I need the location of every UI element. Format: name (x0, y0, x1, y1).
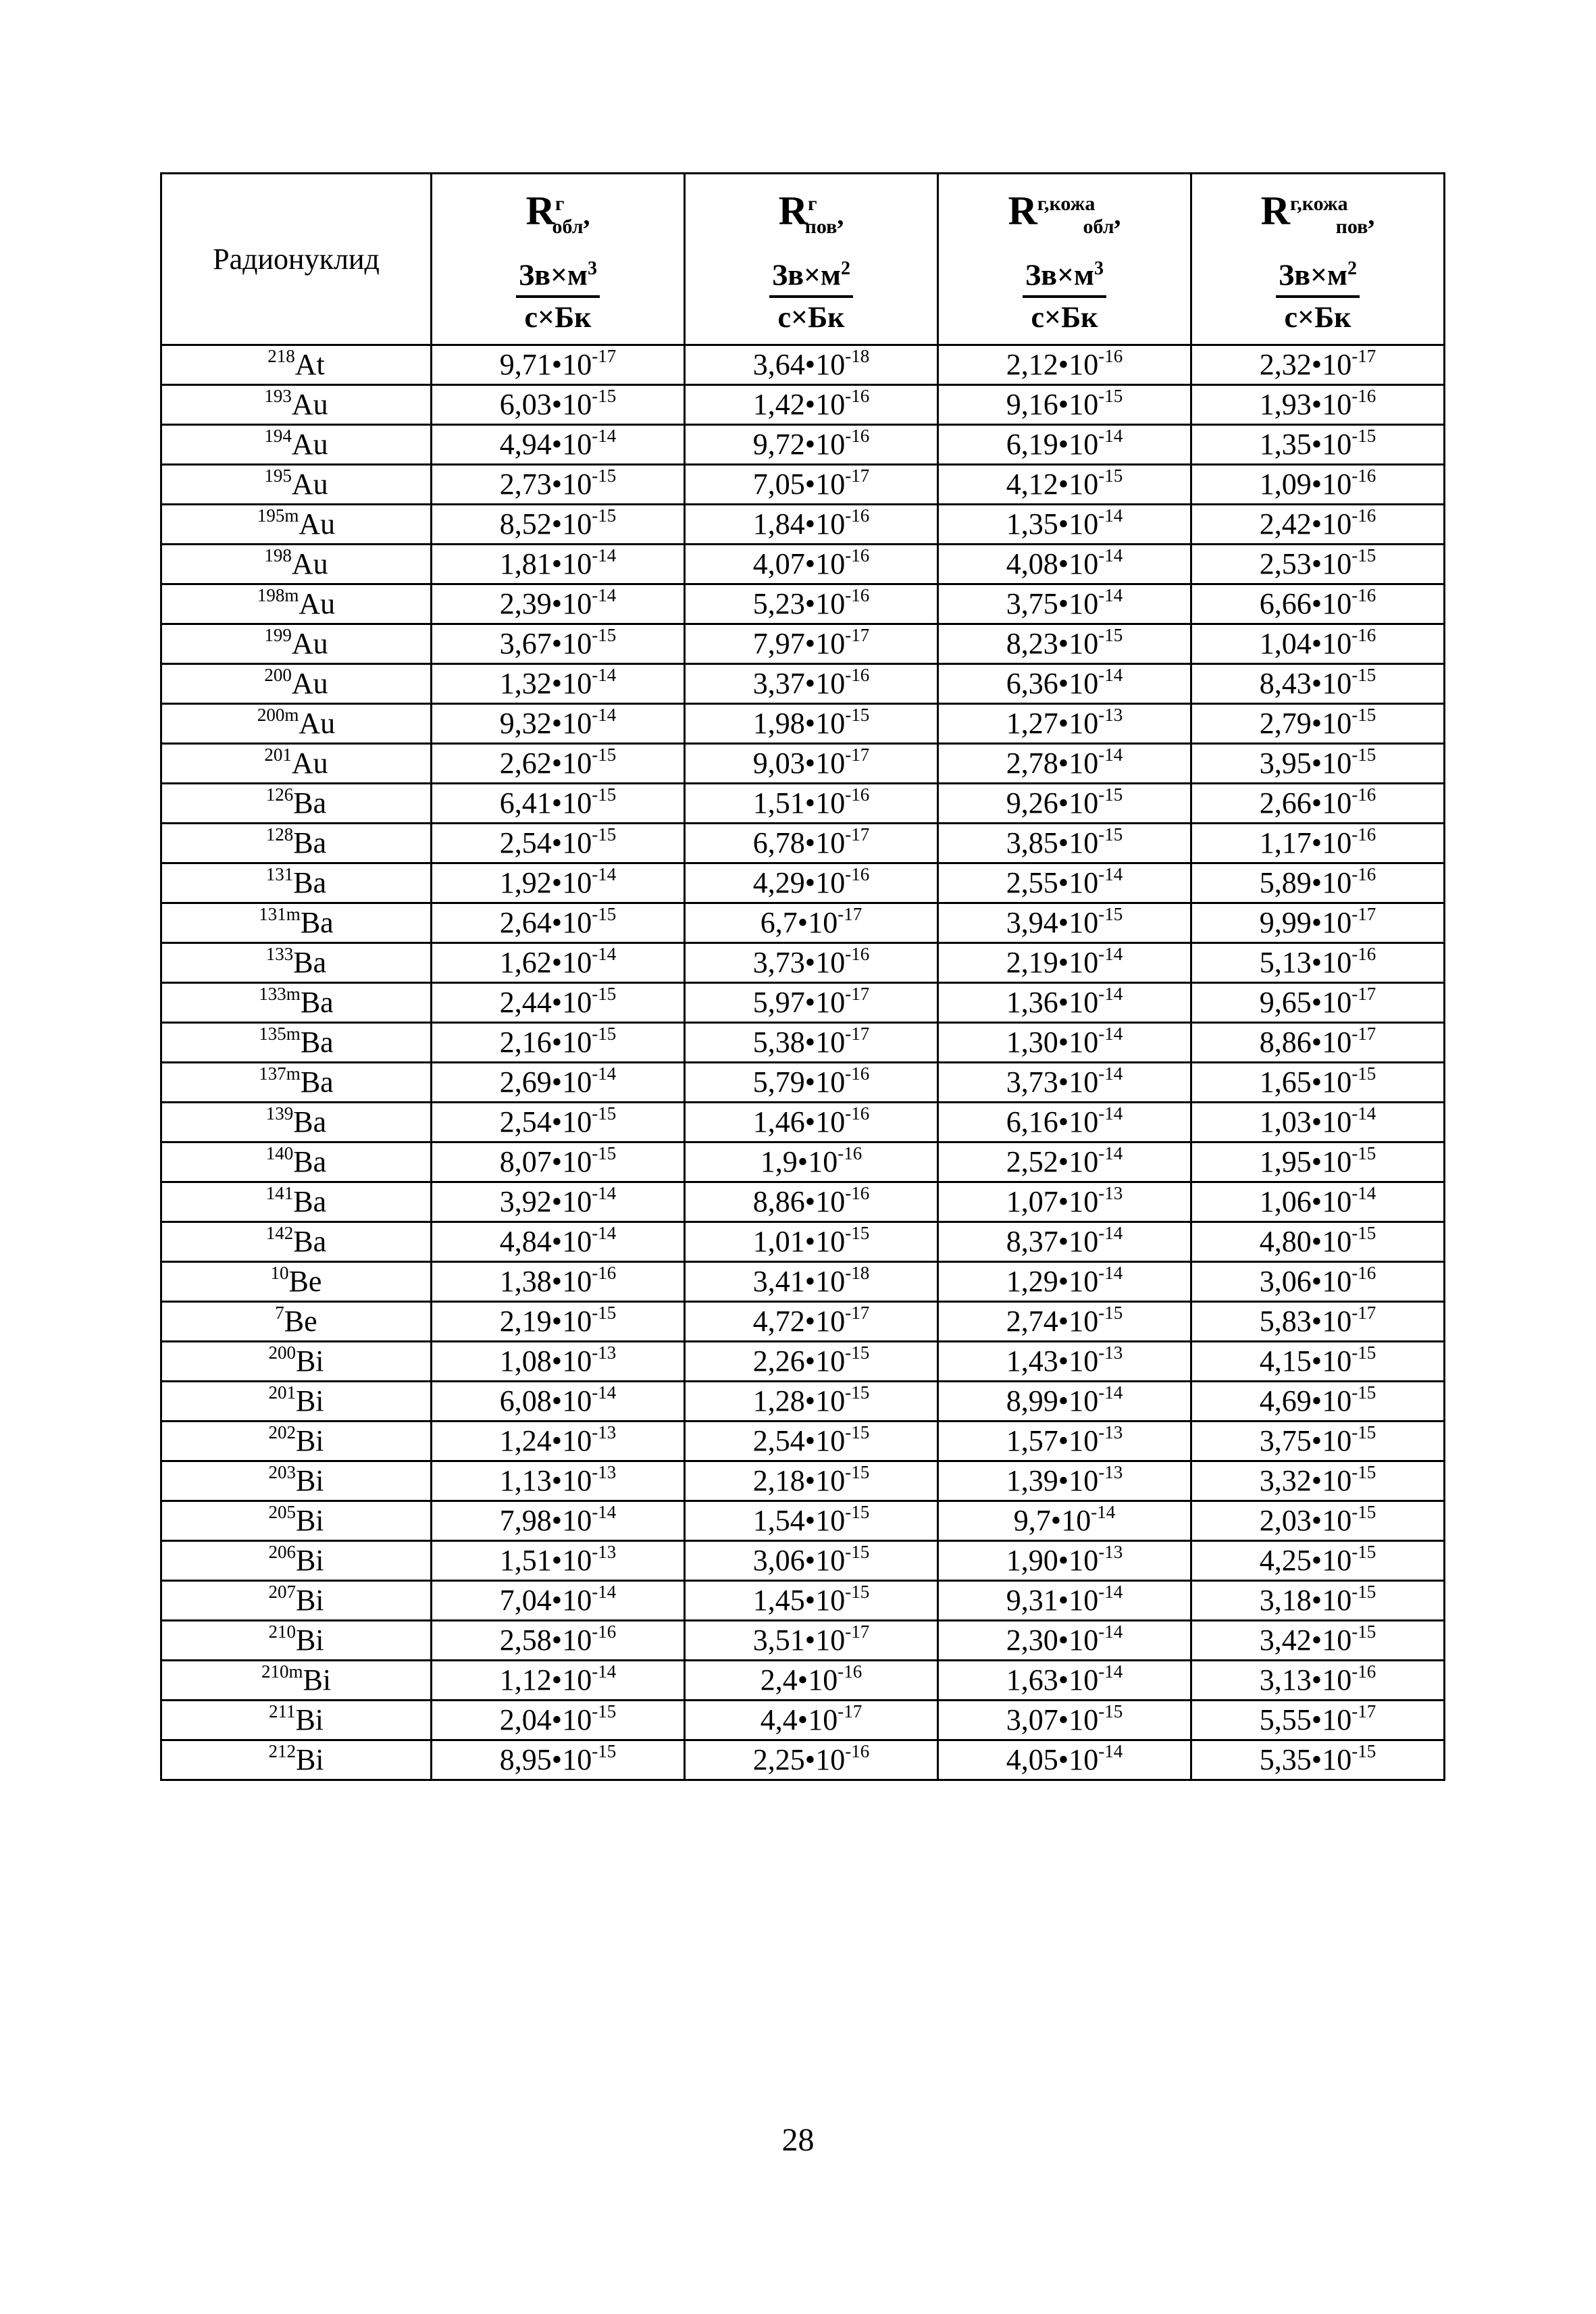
value-cell: $3,75•10^{-15}$ (1191, 1422, 1445, 1461)
nuclide-cell: $^{211}$Bi (161, 1701, 432, 1740)
value-cell: $2,04•10^{-15}$ (432, 1701, 685, 1740)
value-cell: $1,45•10^{-15}$ (685, 1581, 938, 1621)
value-cell: $3,85•10^{-15}$ (938, 824, 1191, 863)
table-row (161, 1342, 1445, 1382)
value-cell: $4,72•10^{-17}$ (685, 1302, 938, 1342)
value-cell: $3,13•10^{-16}$ (1191, 1661, 1445, 1701)
nuclide-cell: $^{140}$Ba (161, 1142, 432, 1182)
value-cell: $1,42•10^{-16}$ (685, 385, 938, 425)
nuclide-cell: $^{195}$Au (161, 465, 432, 505)
value-cell: $2,64•10^{-15}$ (432, 903, 685, 943)
value-cell: $2,4•10^{-16}$ (685, 1661, 938, 1701)
table-row (161, 824, 1445, 863)
value-cell: $9,99•10^{-17}$ (1191, 903, 1445, 943)
nuclide-cell: $^{199}$Au (161, 624, 432, 664)
value-cell: $4,94•10^{-14}$ (432, 425, 685, 465)
value-cell: $9,03•10^{-17}$ (685, 744, 938, 784)
nuclide-cell: $^{142}$Ba (161, 1222, 432, 1262)
value-cell: $9,31•10^{-14}$ (938, 1581, 1191, 1621)
value-cell: $5,83•10^{-17}$ (1191, 1302, 1445, 1342)
value-cell: $3,94•10^{-15}$ (938, 903, 1191, 943)
value-cell: $2,42•10^{-16}$ (1191, 505, 1445, 545)
table-row (161, 1103, 1445, 1142)
nuclide-cell: $^{128}$Ba (161, 824, 432, 863)
table-row (161, 505, 1445, 545)
table-row (161, 664, 1445, 704)
value-cell: $5,35•10^{-15}$ (1191, 1740, 1445, 1780)
table-header-row (161, 174, 1445, 345)
value-cell: $1,54•10^{-15}$ (685, 1501, 938, 1541)
nuclide-cell: $^{126}$Ba (161, 784, 432, 824)
nuclide-cell: $^{206}$Bi (161, 1541, 432, 1581)
nuclide-cell: $^{139}$Ba (161, 1103, 432, 1142)
table-row (161, 1701, 1445, 1740)
header-unit-fraction: $\frac{Зв\times м^2}{с\times Бк}$ (769, 258, 853, 335)
nuclide-cell: $^{193}$Au (161, 385, 432, 425)
radionuclide-coefficients-table (160, 172, 1445, 1781)
header-col-r-obl (432, 174, 685, 345)
table-row (161, 1142, 1445, 1182)
value-cell: $1,06•10^{-14}$ (1191, 1182, 1445, 1222)
table-row (161, 624, 1445, 664)
nuclide-cell: $^{205}$Bi (161, 1501, 432, 1541)
value-cell: $9,16•10^{-15}$ (938, 385, 1191, 425)
value-cell: $1,84•10^{-16}$ (685, 505, 938, 545)
table-row (161, 1063, 1445, 1103)
value-cell: $3,92•10^{-14}$ (432, 1182, 685, 1222)
value-cell: $6,03•10^{-15}$ (432, 385, 685, 425)
value-cell: $2,54•10^{-15}$ (432, 824, 685, 863)
value-cell: $8,95•10^{-15}$ (432, 1740, 685, 1780)
table-row (161, 584, 1445, 624)
header-unit-fraction: $\frac{Зв\times м^2}{с\times Бк}$ (1276, 258, 1360, 335)
value-cell: $1,9•10^{-16}$ (685, 1142, 938, 1182)
table-row (161, 345, 1445, 385)
header-unit-fraction: $\frac{Зв\times м^3}{с\times Бк}$ (1023, 258, 1106, 335)
value-cell: $2,44•10^{-15}$ (432, 983, 685, 1023)
value-cell: $1,98•10^{-15}$ (685, 704, 938, 744)
header-col-r-skin-obl (938, 174, 1191, 345)
value-cell: $6,19•10^{-14}$ (938, 425, 1191, 465)
table-row (161, 545, 1445, 584)
table-row (161, 1422, 1445, 1461)
value-cell: $1,36•10^{-14}$ (938, 983, 1191, 1023)
value-cell: $6,66•10^{-16}$ (1191, 584, 1445, 624)
table-row (161, 1023, 1445, 1063)
value-cell: $2,55•10^{-14}$ (938, 863, 1191, 903)
value-cell: $9,71•10^{-17}$ (432, 345, 685, 385)
table-row (161, 1222, 1445, 1262)
table-row (161, 1262, 1445, 1302)
value-cell: $1,95•10^{-15}$ (1191, 1142, 1445, 1182)
value-cell: $2,12•10^{-16}$ (938, 345, 1191, 385)
nuclide-cell: $^7$Be (161, 1302, 432, 1342)
value-cell: $8,86•10^{-16}$ (685, 1182, 938, 1222)
table-row (161, 863, 1445, 903)
nuclide-cell: $^{195m}$Au (161, 505, 432, 545)
value-cell: $2,32•10^{-17}$ (1191, 345, 1445, 385)
value-cell: $1,17•10^{-16}$ (1191, 824, 1445, 863)
value-cell: $2,54•10^{-15}$ (685, 1422, 938, 1461)
nuclide-cell: $^{194}$Au (161, 425, 432, 465)
value-cell: $8,07•10^{-15}$ (432, 1142, 685, 1182)
value-cell: $2,19•10^{-15}$ (432, 1302, 685, 1342)
value-cell: $2,25•10^{-16}$ (685, 1740, 938, 1780)
value-cell: $2,18•10^{-15}$ (685, 1461, 938, 1501)
value-cell: $1,51•10^{-16}$ (685, 784, 938, 824)
header-symbol: $R^{г,кожа}_{пов}$, (1260, 188, 1375, 238)
value-cell: $1,03•10^{-14}$ (1191, 1103, 1445, 1142)
value-cell: $1,62•10^{-14}$ (432, 943, 685, 983)
value-cell: $1,57•10^{-13}$ (938, 1422, 1191, 1461)
nuclide-cell: $^{203}$Bi (161, 1461, 432, 1501)
value-cell: $6,78•10^{-17}$ (685, 824, 938, 863)
table-row (161, 943, 1445, 983)
value-cell: $2,16•10^{-15}$ (432, 1023, 685, 1063)
value-cell: $1,81•10^{-14}$ (432, 545, 685, 584)
value-cell: $8,52•10^{-15}$ (432, 505, 685, 545)
nuclide-cell: $^{198m}$Au (161, 584, 432, 624)
value-cell: $3,75•10^{-14}$ (938, 584, 1191, 624)
value-cell: $6,41•10^{-15}$ (432, 784, 685, 824)
value-cell: $4,25•10^{-15}$ (1191, 1541, 1445, 1581)
value-cell: $1,28•10^{-15}$ (685, 1382, 938, 1422)
value-cell: $3,51•10^{-17}$ (685, 1621, 938, 1661)
value-cell: $1,35•10^{-14}$ (938, 505, 1191, 545)
value-cell: $2,30•10^{-14}$ (938, 1621, 1191, 1661)
value-cell: $1,32•10^{-14}$ (432, 664, 685, 704)
value-cell: $3,06•10^{-15}$ (685, 1541, 938, 1581)
nuclide-cell: $^{141}$Ba (161, 1182, 432, 1222)
header-col-r-skin-pov (1191, 174, 1445, 345)
nuclide-cell: $^{135m}$Ba (161, 1023, 432, 1063)
value-cell: $3,64•10^{-18}$ (685, 345, 938, 385)
value-cell: $1,65•10^{-15}$ (1191, 1063, 1445, 1103)
table-row (161, 704, 1445, 744)
value-cell: $1,27•10^{-13}$ (938, 704, 1191, 744)
nuclide-cell: $^{210}$Bi (161, 1621, 432, 1661)
table-row (161, 1501, 1445, 1541)
value-cell: $3,06•10^{-16}$ (1191, 1262, 1445, 1302)
value-cell: $9,26•10^{-15}$ (938, 784, 1191, 824)
value-cell: $2,58•10^{-16}$ (432, 1621, 685, 1661)
value-cell: $1,30•10^{-14}$ (938, 1023, 1191, 1063)
nuclide-cell: $^{198}$Au (161, 545, 432, 584)
value-cell: $1,29•10^{-14}$ (938, 1262, 1191, 1302)
value-cell: $7,05•10^{-17}$ (685, 465, 938, 505)
table-row (161, 744, 1445, 784)
value-cell: $6,16•10^{-14}$ (938, 1103, 1191, 1142)
value-cell: $4,12•10^{-15}$ (938, 465, 1191, 505)
value-cell: $4,29•10^{-16}$ (685, 863, 938, 903)
value-cell: $1,93•10^{-16}$ (1191, 385, 1445, 425)
table-row (161, 385, 1445, 425)
nuclide-cell: $^{201}$Au (161, 744, 432, 784)
value-cell: $3,95•10^{-15}$ (1191, 744, 1445, 784)
value-cell: $1,35•10^{-15}$ (1191, 425, 1445, 465)
value-cell: $3,73•10^{-14}$ (938, 1063, 1191, 1103)
nuclide-cell: $^{200}$Bi (161, 1342, 432, 1382)
value-cell: $8,23•10^{-15}$ (938, 624, 1191, 664)
table-row (161, 1461, 1445, 1501)
nuclide-cell: $^{131m}$Ba (161, 903, 432, 943)
value-cell: $2,73•10^{-15}$ (432, 465, 685, 505)
header-symbol: $R^г_{пов}$, (778, 188, 844, 238)
nuclide-cell: $^{133m}$Ba (161, 983, 432, 1023)
value-cell: $2,79•10^{-15}$ (1191, 704, 1445, 744)
header-col-r-pov (685, 174, 938, 345)
table-row (161, 1182, 1445, 1222)
nuclide-cell: $^{137m}$Ba (161, 1063, 432, 1103)
value-cell: $2,74•10^{-15}$ (938, 1302, 1191, 1342)
value-cell: $1,07•10^{-13}$ (938, 1182, 1191, 1222)
value-cell: $7,97•10^{-17}$ (685, 624, 938, 664)
value-cell: $4,69•10^{-15}$ (1191, 1382, 1445, 1422)
value-cell: $9,32•10^{-14}$ (432, 704, 685, 744)
value-cell: $3,73•10^{-16}$ (685, 943, 938, 983)
nuclide-cell: $^{10}$Be (161, 1262, 432, 1302)
value-cell: $2,62•10^{-15}$ (432, 744, 685, 784)
header-nuclide: Радионуклид (161, 174, 432, 345)
value-cell: $1,38•10^{-16}$ (432, 1262, 685, 1302)
value-cell: $5,89•10^{-16}$ (1191, 863, 1445, 903)
nuclide-cell: $^{210m}$Bi (161, 1661, 432, 1701)
value-cell: $5,13•10^{-16}$ (1191, 943, 1445, 983)
table-row (161, 425, 1445, 465)
value-cell: $6,36•10^{-14}$ (938, 664, 1191, 704)
value-cell: $9,65•10^{-17}$ (1191, 983, 1445, 1023)
value-cell: $1,24•10^{-13}$ (432, 1422, 685, 1461)
header-unit-fraction: $\frac{Зв\times м^3}{с\times Бк}$ (516, 258, 600, 335)
value-cell: $5,97•10^{-17}$ (685, 983, 938, 1023)
value-cell: $9,72•10^{-16}$ (685, 425, 938, 465)
nuclide-cell: $^{201}$Bi (161, 1382, 432, 1422)
value-cell: $1,92•10^{-14}$ (432, 863, 685, 903)
nuclide-cell: $^{131}$Ba (161, 863, 432, 903)
value-cell: $2,53•10^{-15}$ (1191, 545, 1445, 584)
value-cell: $2,54•10^{-15}$ (432, 1103, 685, 1142)
value-cell: $2,66•10^{-16}$ (1191, 784, 1445, 824)
value-cell: $7,04•10^{-14}$ (432, 1581, 685, 1621)
value-cell: $5,79•10^{-16}$ (685, 1063, 938, 1103)
nuclide-cell: $^{218}$At (161, 345, 432, 385)
value-cell: $5,23•10^{-16}$ (685, 584, 938, 624)
value-cell: $1,09•10^{-16}$ (1191, 465, 1445, 505)
table-row (161, 1541, 1445, 1581)
value-cell: $1,04•10^{-16}$ (1191, 624, 1445, 664)
header-symbol: $R^{г,кожа}_{обл}$, (1008, 188, 1121, 238)
value-cell: $8,86•10^{-17}$ (1191, 1023, 1445, 1063)
nuclide-cell: $^{200m}$Au (161, 704, 432, 744)
nuclide-cell: $^{202}$Bi (161, 1422, 432, 1461)
table-row (161, 465, 1445, 505)
value-cell: $2,03•10^{-15}$ (1191, 1501, 1445, 1541)
value-cell: $8,43•10^{-15}$ (1191, 664, 1445, 704)
value-cell: $2,52•10^{-14}$ (938, 1142, 1191, 1182)
value-cell: $3,37•10^{-16}$ (685, 664, 938, 704)
value-cell: $9,7•10^{-14}$ (938, 1501, 1191, 1541)
value-cell: $3,42•10^{-15}$ (1191, 1621, 1445, 1661)
value-cell: $1,12•10^{-14}$ (432, 1661, 685, 1701)
value-cell: $5,38•10^{-17}$ (685, 1023, 938, 1063)
value-cell: $3,41•10^{-18}$ (685, 1262, 938, 1302)
table-body (161, 345, 1445, 1780)
value-cell: $4,15•10^{-15}$ (1191, 1342, 1445, 1382)
table-row (161, 983, 1445, 1023)
value-cell: $3,18•10^{-15}$ (1191, 1581, 1445, 1621)
value-cell: $4,4•10^{-17}$ (685, 1701, 938, 1740)
value-cell: $1,63•10^{-14}$ (938, 1661, 1191, 1701)
value-cell: $3,32•10^{-15}$ (1191, 1461, 1445, 1501)
nuclide-cell: $^{133}$Ba (161, 943, 432, 983)
value-cell: $2,39•10^{-14}$ (432, 584, 685, 624)
value-cell: $5,55•10^{-17}$ (1191, 1701, 1445, 1740)
value-cell: $1,43•10^{-13}$ (938, 1342, 1191, 1382)
table-row (161, 1581, 1445, 1621)
value-cell: $3,07•10^{-15}$ (938, 1701, 1191, 1740)
nuclide-cell: $^{200}$Au (161, 664, 432, 704)
table-row (161, 903, 1445, 943)
table-row (161, 1740, 1445, 1780)
nuclide-cell: $^{212}$Bi (161, 1740, 432, 1780)
value-cell: $1,39•10^{-13}$ (938, 1461, 1191, 1501)
nuclide-cell: $^{207}$Bi (161, 1581, 432, 1621)
table-row (161, 784, 1445, 824)
value-cell: $1,08•10^{-13}$ (432, 1342, 685, 1382)
value-cell: $1,13•10^{-13}$ (432, 1461, 685, 1501)
value-cell: $4,80•10^{-15}$ (1191, 1222, 1445, 1262)
table-row (161, 1661, 1445, 1701)
header-symbol: $R^г_{обл}$, (525, 188, 590, 238)
value-cell: $3,67•10^{-15}$ (432, 624, 685, 664)
value-cell: $6,08•10^{-14}$ (432, 1382, 685, 1422)
table-row (161, 1302, 1445, 1342)
value-cell: $4,08•10^{-14}$ (938, 545, 1191, 584)
table-row (161, 1621, 1445, 1661)
value-cell: $2,26•10^{-15}$ (685, 1342, 938, 1382)
value-cell: $4,05•10^{-14}$ (938, 1740, 1191, 1780)
value-cell: $7,98•10^{-14}$ (432, 1501, 685, 1541)
value-cell: $8,37•10^{-14}$ (938, 1222, 1191, 1262)
value-cell: $4,84•10^{-14}$ (432, 1222, 685, 1262)
value-cell: $8,99•10^{-14}$ (938, 1382, 1191, 1422)
page-number: 28 (781, 2122, 815, 2158)
value-cell: $1,90•10^{-13}$ (938, 1541, 1191, 1581)
value-cell: $1,46•10^{-16}$ (685, 1103, 938, 1142)
value-cell: $1,51•10^{-13}$ (432, 1541, 685, 1581)
value-cell: $2,78•10^{-14}$ (938, 744, 1191, 784)
value-cell: $6,7•10^{-17}$ (685, 903, 938, 943)
value-cell: $4,07•10^{-16}$ (685, 545, 938, 584)
table-row (161, 1382, 1445, 1422)
value-cell: $2,69•10^{-14}$ (432, 1063, 685, 1103)
value-cell: $1,01•10^{-15}$ (685, 1222, 938, 1262)
value-cell: $2,19•10^{-14}$ (938, 943, 1191, 983)
